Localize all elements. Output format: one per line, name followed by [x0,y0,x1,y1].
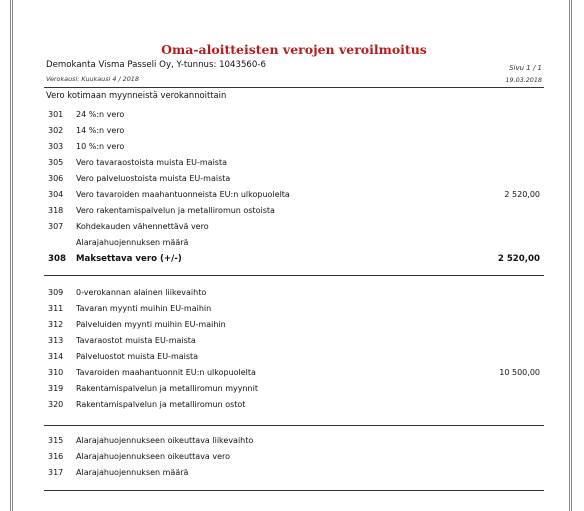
row-label: Tavaran myynti muihin EU-maihin [76,304,212,313]
table-row [44,172,544,186]
row-label: 10 %:n vero [76,142,125,151]
table-row [44,204,544,218]
table-row [44,108,544,122]
row-amount: 2 520,00 [497,254,540,264]
table-row [44,398,544,412]
row-code: 312 [48,320,64,329]
row-code: 304 [48,190,64,199]
row-label: Rakentamispalvelun ja metalliromun ostot [76,400,246,409]
company-info: Demokanta Visma Passeli Oy, Y-tunnus: 1043560-6 [46,60,266,70]
row-code: 319 [48,384,64,393]
report-date: 19.03.2018 [505,76,542,84]
row-code: 314 [48,352,64,361]
row-code: 308 [48,254,66,264]
table-row [44,366,544,380]
report-title: Oma-aloitteisten verojen veroilmoitus [161,42,427,57]
table-row [44,382,544,396]
row-label: Tavaroiden maahantuonnit EU:n ulkopuolelta [76,368,256,377]
row-label: Alarajahuojennuksen määrä [76,238,189,247]
table-row [44,140,544,154]
table-row [44,286,544,300]
row-label: Rakentamispalvelun ja metalliromun myynnit [76,384,258,393]
row-code: 303 [48,142,64,151]
row-label: Tavaraostot muista EU-maista [76,336,196,345]
section-divider [44,425,544,426]
table-row [44,188,544,202]
row-code: 306 [48,174,64,183]
header-divider [44,87,544,88]
row-label: Vero palveluostoista muista EU-maista [76,174,231,183]
row-label: Vero rakentamispalvelun ja metalliromun ostoista [76,206,275,215]
row-code: 310 [48,368,64,377]
row-label: Maksettava vero (+/-) [76,254,182,264]
window-frame-left [10,0,13,511]
row-code: 305 [48,158,64,167]
row-label: Vero tavaroiden maahantuonneista EU:n ulkopuolelta [76,190,290,199]
page-number: Sivu 1 / 1 [509,64,542,72]
table-row [44,302,544,316]
table-row [44,466,544,480]
row-amount: 2 520,00 [504,190,540,199]
row-code: 315 [48,436,64,445]
table-row [44,318,544,332]
table-row [44,450,544,464]
row-code: 311 [48,304,64,313]
row-label: Alarajahuojennukseen oikeuttava liikevaihto [76,436,254,445]
row-label: 24 %:n vero [76,110,125,119]
row-code: 313 [48,336,64,345]
table-row [44,334,544,348]
table-row [44,434,544,448]
row-label: Alarajahuojennukseen oikeuttava vero [76,452,231,461]
row-label: 14 %:n vero [76,126,125,135]
row-label: Kohdekauden vähennettävä vero [76,222,209,231]
section-heading: Vero kotimaan myynneistä verokannoittain [46,90,227,100]
table-row [44,236,544,250]
row-code: 302 [48,126,64,135]
row-code: 309 [48,288,64,297]
row-code: 301 [48,110,64,119]
row-code: 320 [48,400,64,409]
section-divider [44,490,544,491]
table-row [44,220,544,234]
total-row [44,252,544,266]
section-divider [44,275,544,276]
row-amount: 10 500,00 [499,368,540,377]
row-label: Palveluiden myynti muihin EU-maihin [76,320,226,329]
row-code: 317 [48,468,64,477]
window-frame-right [569,0,572,511]
row-code: 316 [48,452,64,461]
row-code: 307 [48,222,64,231]
table-row [44,124,544,138]
table-row [44,156,544,170]
row-code: 318 [48,206,64,215]
row-label: Vero tavaraostoista muista EU-maista [76,158,228,167]
table-row [44,350,544,364]
row-label: 0-verokannan alainen liikevaihto [76,288,207,297]
row-label: Alarajahuojennuksen määrä [76,468,189,477]
tax-period: Verokausi: Kuukausi 4 / 2018 [46,75,139,83]
row-label: Palveluostot muista EU-maista [76,352,199,361]
